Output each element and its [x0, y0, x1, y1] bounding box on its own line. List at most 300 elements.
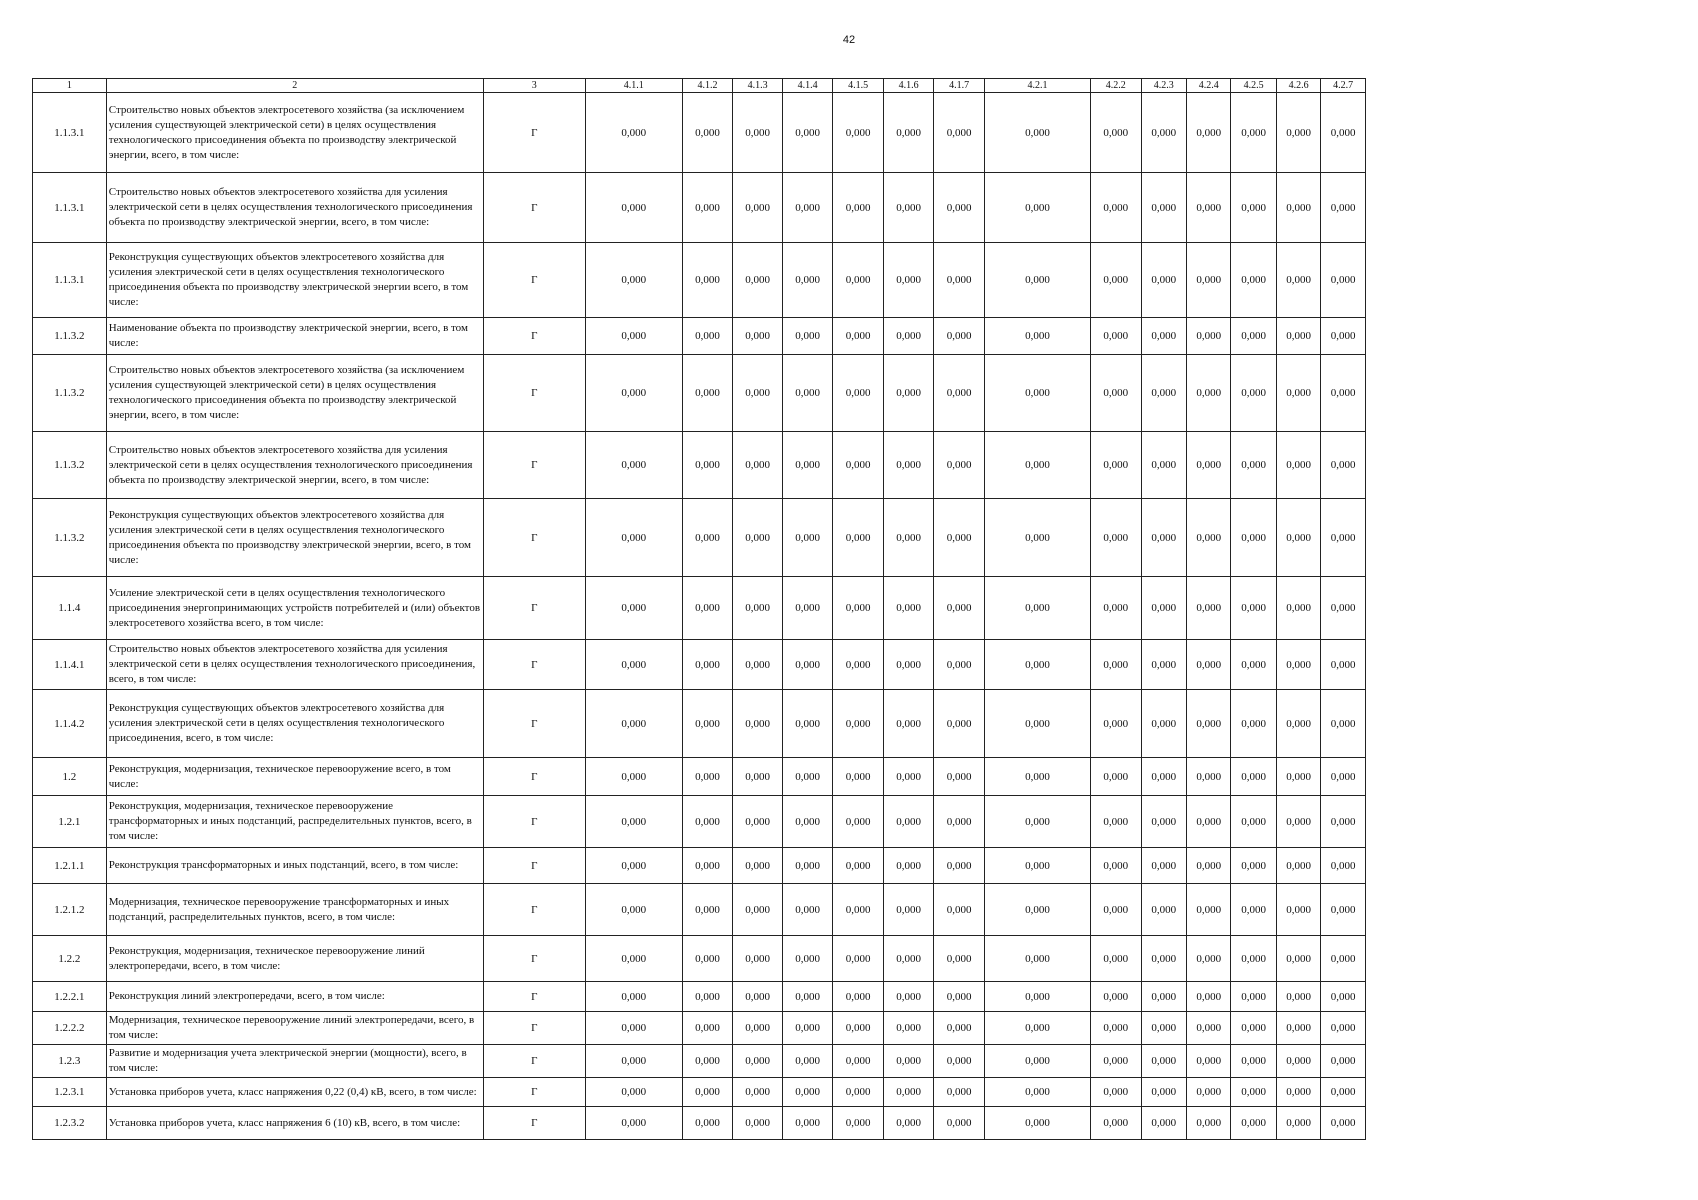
value-cell: 0,000 — [1186, 640, 1230, 690]
column-header: 4.2.6 — [1276, 79, 1320, 93]
value-cell: 0,000 — [934, 1012, 985, 1045]
value-cell: 0,000 — [833, 355, 884, 432]
row-mark: Г — [483, 640, 585, 690]
value-cell: 0,000 — [1186, 1107, 1230, 1140]
value-cell: 0,000 — [733, 355, 783, 432]
value-cell: 0,000 — [984, 318, 1090, 355]
value-cell: 0,000 — [782, 884, 833, 936]
row-code: 1.2.3.2 — [33, 1107, 107, 1140]
value-cell: 0,000 — [782, 432, 833, 499]
value-cell: 0,000 — [1276, 243, 1320, 318]
value-cell: 0,000 — [782, 640, 833, 690]
value-cell: 0,000 — [585, 1045, 682, 1078]
row-description: Модернизация, техническое перевооружение линий электропередачи, всего, в том числе: — [106, 1012, 483, 1045]
value-cell: 0,000 — [733, 848, 783, 884]
value-cell: 0,000 — [782, 1107, 833, 1140]
value-cell: 0,000 — [934, 758, 985, 796]
value-cell: 0,000 — [733, 796, 783, 848]
row-code: 1.1.4.1 — [33, 640, 107, 690]
value-cell: 0,000 — [1276, 982, 1320, 1012]
value-cell: 0,000 — [1141, 758, 1186, 796]
row-code: 1.1.3.2 — [33, 318, 107, 355]
value-cell: 0,000 — [1321, 1078, 1366, 1107]
value-cell: 0,000 — [1276, 1107, 1320, 1140]
table-row — [33, 758, 1366, 796]
value-cell: 0,000 — [585, 499, 682, 577]
value-cell: 0,000 — [682, 1012, 733, 1045]
value-cell: 0,000 — [883, 1078, 934, 1107]
value-cell: 0,000 — [682, 848, 733, 884]
value-cell: 0,000 — [1141, 243, 1186, 318]
value-cell: 0,000 — [585, 1107, 682, 1140]
row-description: Реконструкция существующих объектов электросетевого хозяйства для усиления электрической сети в целях осуществления технологического присоединения, всего, в том числе: — [106, 690, 483, 758]
value-cell: 0,000 — [1231, 432, 1276, 499]
value-cell: 0,000 — [1091, 577, 1142, 640]
value-cell: 0,000 — [733, 758, 783, 796]
value-cell: 0,000 — [833, 982, 884, 1012]
value-cell: 0,000 — [833, 499, 884, 577]
row-description: Установка приборов учета, класс напряжения 6 (10) кВ, всего, в том числе: — [106, 1107, 483, 1140]
value-cell: 0,000 — [984, 243, 1090, 318]
value-cell: 0,000 — [1186, 1045, 1230, 1078]
value-cell: 0,000 — [782, 758, 833, 796]
value-cell: 0,000 — [1276, 432, 1320, 499]
row-code: 1.1.3.1 — [33, 243, 107, 318]
row-description: Реконструкция линий электропередачи, всего, в том числе: — [106, 982, 483, 1012]
value-cell: 0,000 — [733, 1045, 783, 1078]
table-row — [33, 796, 1366, 848]
value-cell: 0,000 — [1321, 936, 1366, 982]
value-cell: 0,000 — [1141, 577, 1186, 640]
value-cell: 0,000 — [883, 318, 934, 355]
value-cell: 0,000 — [883, 758, 934, 796]
value-cell: 0,000 — [1091, 1107, 1142, 1140]
value-cell: 0,000 — [984, 1012, 1090, 1045]
column-header: 4.1.3 — [733, 79, 783, 93]
value-cell: 0,000 — [1321, 93, 1366, 173]
row-description: Модернизация, техническое перевооружение трансформаторных и иных подстанций, распределительных пунктов, всего, в том числе: — [106, 884, 483, 936]
value-cell: 0,000 — [1321, 318, 1366, 355]
value-cell: 0,000 — [733, 173, 783, 243]
table-row — [33, 936, 1366, 982]
value-cell: 0,000 — [833, 173, 884, 243]
table-row — [33, 640, 1366, 690]
table-row — [33, 690, 1366, 758]
value-cell: 0,000 — [984, 499, 1090, 577]
row-code: 1.2.2.1 — [33, 982, 107, 1012]
value-cell: 0,000 — [1276, 499, 1320, 577]
value-cell: 0,000 — [1321, 432, 1366, 499]
value-cell: 0,000 — [1231, 982, 1276, 1012]
value-cell: 0,000 — [883, 848, 934, 884]
row-code: 1.2.1.1 — [33, 848, 107, 884]
value-cell: 0,000 — [1186, 93, 1230, 173]
value-cell: 0,000 — [733, 982, 783, 1012]
value-cell: 0,000 — [1186, 318, 1230, 355]
value-cell: 0,000 — [833, 796, 884, 848]
row-mark: Г — [483, 93, 585, 173]
value-cell: 0,000 — [682, 318, 733, 355]
value-cell: 0,000 — [682, 1078, 733, 1107]
value-cell: 0,000 — [934, 936, 985, 982]
value-cell: 0,000 — [782, 848, 833, 884]
value-cell: 0,000 — [1091, 848, 1142, 884]
row-description: Установка приборов учета, класс напряжения 0,22 (0,4) кВ, всего, в том числе: — [106, 1078, 483, 1107]
value-cell: 0,000 — [1321, 848, 1366, 884]
value-cell: 0,000 — [682, 1045, 733, 1078]
value-cell: 0,000 — [984, 577, 1090, 640]
column-header: 4.1.6 — [883, 79, 934, 93]
value-cell: 0,000 — [1091, 432, 1142, 499]
investment-table — [32, 78, 1366, 1140]
table-row — [33, 1045, 1366, 1078]
row-mark: Г — [483, 1107, 585, 1140]
value-cell: 0,000 — [934, 690, 985, 758]
value-cell: 0,000 — [782, 1045, 833, 1078]
value-cell: 0,000 — [833, 432, 884, 499]
value-cell: 0,000 — [934, 848, 985, 884]
value-cell: 0,000 — [585, 796, 682, 848]
value-cell: 0,000 — [883, 1107, 934, 1140]
value-cell: 0,000 — [1321, 758, 1366, 796]
value-cell: 0,000 — [833, 848, 884, 884]
row-mark: Г — [483, 318, 585, 355]
table-row — [33, 884, 1366, 936]
value-cell: 0,000 — [585, 1078, 682, 1107]
value-cell: 0,000 — [1186, 1012, 1230, 1045]
value-cell: 0,000 — [782, 173, 833, 243]
value-cell: 0,000 — [1186, 690, 1230, 758]
value-cell: 0,000 — [883, 640, 934, 690]
page-number: 42 — [842, 34, 856, 46]
value-cell: 0,000 — [984, 1107, 1090, 1140]
row-mark: Г — [483, 690, 585, 758]
value-cell: 0,000 — [682, 93, 733, 173]
row-mark: Г — [483, 355, 585, 432]
column-header: 4.2.5 — [1231, 79, 1276, 93]
value-cell: 0,000 — [1141, 640, 1186, 690]
value-cell: 0,000 — [883, 982, 934, 1012]
table-row — [33, 432, 1366, 499]
value-cell: 0,000 — [585, 640, 682, 690]
column-header: 4.2.2 — [1091, 79, 1142, 93]
value-cell: 0,000 — [1276, 1012, 1320, 1045]
value-cell: 0,000 — [682, 355, 733, 432]
value-cell: 0,000 — [782, 355, 833, 432]
value-cell: 0,000 — [1321, 1045, 1366, 1078]
value-cell: 0,000 — [682, 173, 733, 243]
value-cell: 0,000 — [782, 577, 833, 640]
value-cell: 0,000 — [1321, 640, 1366, 690]
value-cell: 0,000 — [1141, 318, 1186, 355]
value-cell: 0,000 — [1186, 355, 1230, 432]
row-code: 1.2.2 — [33, 936, 107, 982]
value-cell: 0,000 — [1321, 690, 1366, 758]
value-cell: 0,000 — [682, 690, 733, 758]
value-cell: 0,000 — [585, 1012, 682, 1045]
row-description: Реконструкция, модернизация, техническое перевооружение всего, в том числе: — [106, 758, 483, 796]
value-cell: 0,000 — [934, 499, 985, 577]
value-cell: 0,000 — [934, 173, 985, 243]
column-header: 4.1.5 — [833, 79, 884, 93]
row-description: Наименование объекта по производству электрической энергии, всего, в том числе: — [106, 318, 483, 355]
value-cell: 0,000 — [934, 982, 985, 1012]
value-cell: 0,000 — [782, 499, 833, 577]
column-header: 4.2.7 — [1321, 79, 1366, 93]
value-cell: 0,000 — [1141, 355, 1186, 432]
row-mark: Г — [483, 884, 585, 936]
row-code: 1.2.3 — [33, 1045, 107, 1078]
value-cell: 0,000 — [833, 1078, 884, 1107]
value-cell: 0,000 — [1141, 848, 1186, 884]
row-mark: Г — [483, 1045, 585, 1078]
value-cell: 0,000 — [1141, 1078, 1186, 1107]
value-cell: 0,000 — [833, 936, 884, 982]
value-cell: 0,000 — [1186, 432, 1230, 499]
value-cell: 0,000 — [1276, 1045, 1320, 1078]
value-cell: 0,000 — [883, 796, 934, 848]
value-cell: 0,000 — [1141, 1107, 1186, 1140]
value-cell: 0,000 — [733, 577, 783, 640]
value-cell: 0,000 — [883, 243, 934, 318]
value-cell: 0,000 — [833, 577, 884, 640]
value-cell: 0,000 — [1141, 884, 1186, 936]
value-cell: 0,000 — [984, 690, 1090, 758]
value-cell: 0,000 — [782, 982, 833, 1012]
value-cell: 0,000 — [585, 758, 682, 796]
value-cell: 0,000 — [984, 884, 1090, 936]
value-cell: 0,000 — [682, 499, 733, 577]
value-cell: 0,000 — [1091, 690, 1142, 758]
row-mark: Г — [483, 1012, 585, 1045]
row-mark: Г — [483, 243, 585, 318]
value-cell: 0,000 — [1231, 758, 1276, 796]
value-cell: 0,000 — [585, 848, 682, 884]
column-header: 4.1.7 — [934, 79, 985, 93]
value-cell: 0,000 — [1186, 796, 1230, 848]
value-cell: 0,000 — [733, 318, 783, 355]
value-cell: 0,000 — [733, 640, 783, 690]
value-cell: 0,000 — [1186, 936, 1230, 982]
value-cell: 0,000 — [1186, 173, 1230, 243]
row-mark: Г — [483, 796, 585, 848]
value-cell: 0,000 — [1231, 1078, 1276, 1107]
value-cell: 0,000 — [585, 936, 682, 982]
row-description: Реконструкция существующих объектов электросетевого хозяйства для усиления электрической сети в целях осуществления технологического присоединения объекта по производству электрической энергии, всего, в том числе: — [106, 499, 483, 577]
value-cell: 0,000 — [1186, 982, 1230, 1012]
value-cell: 0,000 — [1141, 173, 1186, 243]
value-cell: 0,000 — [1276, 848, 1320, 884]
row-code: 1.2.1.2 — [33, 884, 107, 936]
value-cell: 0,000 — [984, 173, 1090, 243]
value-cell: 0,000 — [883, 499, 934, 577]
row-code: 1.1.3.1 — [33, 93, 107, 173]
value-cell: 0,000 — [1231, 640, 1276, 690]
row-description: Реконструкция, модернизация, техническое перевооружение линий электропередачи, всего, в том числе: — [106, 936, 483, 982]
value-cell: 0,000 — [1141, 936, 1186, 982]
value-cell: 0,000 — [883, 577, 934, 640]
column-header: 2 — [106, 79, 483, 93]
value-cell: 0,000 — [883, 936, 934, 982]
row-code: 1.1.3.2 — [33, 355, 107, 432]
value-cell: 0,000 — [682, 577, 733, 640]
row-description: Строительство новых объектов электросетевого хозяйства для усиления электрической сети в целях осуществления технологического присоединения, всего, в том числе: — [106, 640, 483, 690]
value-cell: 0,000 — [1276, 690, 1320, 758]
table-row — [33, 318, 1366, 355]
value-cell: 0,000 — [833, 1045, 884, 1078]
value-cell: 0,000 — [984, 640, 1090, 690]
row-code: 1.2 — [33, 758, 107, 796]
value-cell: 0,000 — [682, 982, 733, 1012]
value-cell: 0,000 — [1186, 243, 1230, 318]
value-cell: 0,000 — [984, 848, 1090, 884]
value-cell: 0,000 — [733, 884, 783, 936]
value-cell: 0,000 — [1186, 577, 1230, 640]
value-cell: 0,000 — [782, 796, 833, 848]
value-cell: 0,000 — [1231, 93, 1276, 173]
value-cell: 0,000 — [682, 432, 733, 499]
row-mark: Г — [483, 1078, 585, 1107]
value-cell: 0,000 — [1321, 243, 1366, 318]
value-cell: 0,000 — [833, 640, 884, 690]
value-cell: 0,000 — [1321, 499, 1366, 577]
value-cell: 0,000 — [733, 1107, 783, 1140]
value-cell: 0,000 — [1276, 936, 1320, 982]
value-cell: 0,000 — [883, 1045, 934, 1078]
table-row — [33, 173, 1366, 243]
value-cell: 0,000 — [733, 499, 783, 577]
value-cell: 0,000 — [934, 1045, 985, 1078]
value-cell: 0,000 — [1321, 577, 1366, 640]
value-cell: 0,000 — [1141, 432, 1186, 499]
row-mark: Г — [483, 432, 585, 499]
value-cell: 0,000 — [585, 355, 682, 432]
value-cell: 0,000 — [1321, 796, 1366, 848]
value-cell: 0,000 — [934, 577, 985, 640]
row-mark: Г — [483, 577, 585, 640]
value-cell: 0,000 — [1231, 355, 1276, 432]
value-cell: 0,000 — [733, 1078, 783, 1107]
value-cell: 0,000 — [1091, 1012, 1142, 1045]
value-cell: 0,000 — [782, 243, 833, 318]
value-cell: 0,000 — [682, 884, 733, 936]
value-cell: 0,000 — [1091, 173, 1142, 243]
value-cell: 0,000 — [934, 1078, 985, 1107]
value-cell: 0,000 — [585, 982, 682, 1012]
value-cell: 0,000 — [1321, 1012, 1366, 1045]
value-cell: 0,000 — [1231, 1107, 1276, 1140]
value-cell: 0,000 — [585, 432, 682, 499]
column-header: 4.2.4 — [1186, 79, 1230, 93]
value-cell: 0,000 — [1276, 577, 1320, 640]
value-cell: 0,000 — [934, 318, 985, 355]
value-cell: 0,000 — [1091, 884, 1142, 936]
value-cell: 0,000 — [883, 690, 934, 758]
value-cell: 0,000 — [833, 884, 884, 936]
row-code: 1.2.1 — [33, 796, 107, 848]
value-cell: 0,000 — [1276, 640, 1320, 690]
column-header: 3 — [483, 79, 585, 93]
value-cell: 0,000 — [1231, 243, 1276, 318]
row-description: Строительство новых объектов электросетевого хозяйства для усиления электрической сети в целях осуществления технологического присоединения объекта по производству электрической энергии, всего, в том числе: — [106, 432, 483, 499]
value-cell: 0,000 — [934, 1107, 985, 1140]
value-cell: 0,000 — [733, 243, 783, 318]
value-cell: 0,000 — [934, 243, 985, 318]
column-header: 1 — [33, 79, 107, 93]
value-cell: 0,000 — [1276, 796, 1320, 848]
value-cell: 0,000 — [1276, 355, 1320, 432]
row-mark: Г — [483, 173, 585, 243]
value-cell: 0,000 — [1141, 499, 1186, 577]
row-code: 1.2.2.2 — [33, 1012, 107, 1045]
value-cell: 0,000 — [984, 1045, 1090, 1078]
value-cell: 0,000 — [1141, 690, 1186, 758]
row-description: Строительство новых объектов электросетевого хозяйства (за исключением усиления существующей электрической сети) в целях осуществления технологического присоединения объекта по производству электрической энергии, всего, в том числе: — [106, 355, 483, 432]
table-row — [33, 499, 1366, 577]
table-row — [33, 848, 1366, 884]
value-cell: 0,000 — [585, 318, 682, 355]
value-cell: 0,000 — [984, 982, 1090, 1012]
value-cell: 0,000 — [1276, 173, 1320, 243]
row-mark: Г — [483, 982, 585, 1012]
value-cell: 0,000 — [833, 243, 884, 318]
value-cell: 0,000 — [733, 432, 783, 499]
value-cell: 0,000 — [1141, 982, 1186, 1012]
value-cell: 0,000 — [585, 93, 682, 173]
value-cell: 0,000 — [782, 1078, 833, 1107]
value-cell: 0,000 — [1186, 848, 1230, 884]
row-code: 1.1.4.2 — [33, 690, 107, 758]
column-header: 4.2.3 — [1141, 79, 1186, 93]
row-code: 1.1.3.2 — [33, 499, 107, 577]
value-cell: 0,000 — [782, 936, 833, 982]
value-cell: 0,000 — [1321, 982, 1366, 1012]
value-cell: 0,000 — [1141, 796, 1186, 848]
value-cell: 0,000 — [1186, 758, 1230, 796]
value-cell: 0,000 — [682, 640, 733, 690]
value-cell: 0,000 — [585, 173, 682, 243]
value-cell: 0,000 — [733, 690, 783, 758]
row-code: 1.1.3.1 — [33, 173, 107, 243]
table-row — [33, 577, 1366, 640]
value-cell: 0,000 — [1091, 93, 1142, 173]
value-cell: 0,000 — [682, 796, 733, 848]
value-cell: 0,000 — [883, 1012, 934, 1045]
value-cell: 0,000 — [1091, 318, 1142, 355]
value-cell: 0,000 — [1091, 758, 1142, 796]
value-cell: 0,000 — [1231, 690, 1276, 758]
row-code: 1.1.4 — [33, 577, 107, 640]
value-cell: 0,000 — [1091, 982, 1142, 1012]
value-cell: 0,000 — [1231, 318, 1276, 355]
row-description: Строительство новых объектов электросетевого хозяйства для усиления электрической сети в целях осуществления технологического присоединения объекта по производству электрической энергии, всего, в том числе: — [106, 173, 483, 243]
value-cell: 0,000 — [1276, 884, 1320, 936]
value-cell: 0,000 — [1276, 1078, 1320, 1107]
value-cell: 0,000 — [1141, 1012, 1186, 1045]
value-cell: 0,000 — [1091, 1078, 1142, 1107]
value-cell: 0,000 — [1231, 884, 1276, 936]
value-cell: 0,000 — [585, 884, 682, 936]
value-cell: 0,000 — [1231, 1012, 1276, 1045]
value-cell: 0,000 — [682, 1107, 733, 1140]
value-cell: 0,000 — [883, 432, 934, 499]
value-cell: 0,000 — [1186, 1078, 1230, 1107]
value-cell: 0,000 — [934, 640, 985, 690]
value-cell: 0,000 — [1231, 848, 1276, 884]
table-row — [33, 243, 1366, 318]
value-cell: 0,000 — [833, 318, 884, 355]
value-cell: 0,000 — [934, 355, 985, 432]
